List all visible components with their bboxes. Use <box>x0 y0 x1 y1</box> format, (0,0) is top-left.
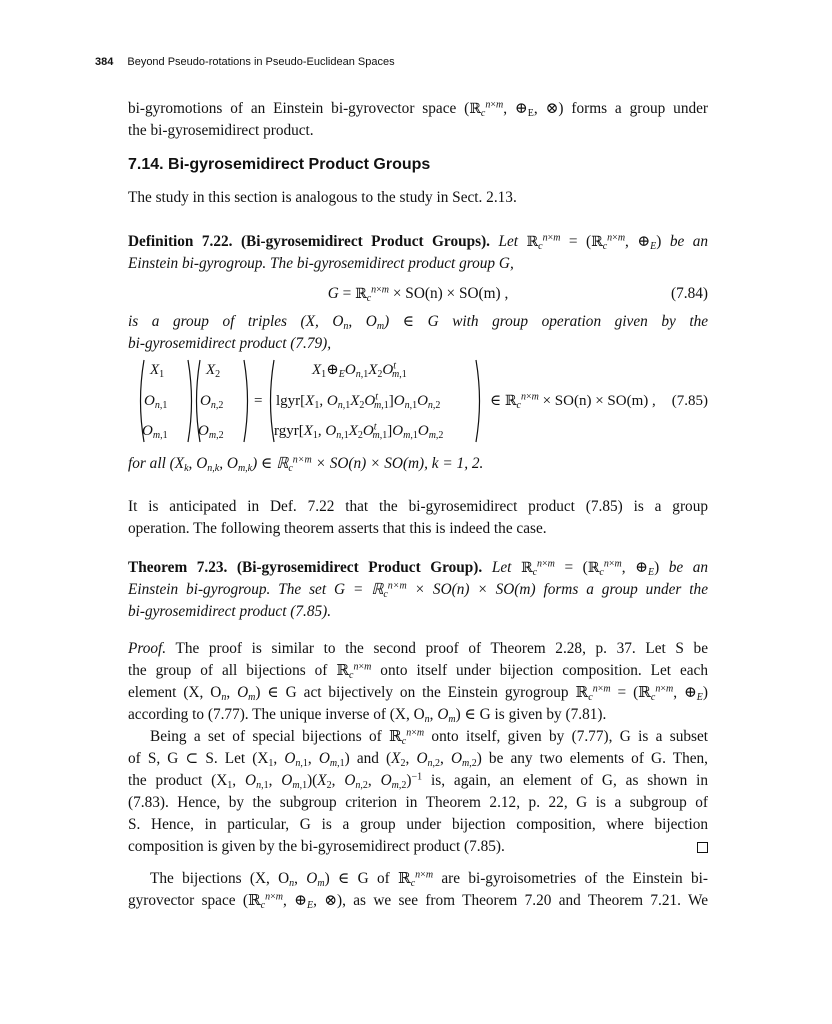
equation-7-84: G = ℝ$_c^{n\times m}$ × SO(n) × SO(m) , (7.84) <box>327 284 708 304</box>
proof: Proof. The proof is similar to the second proof of Theorem 2.28, p. 37. Let S be the group of all bijections of ℝ$_c^{n\times m}$ onto itself under bijection composition. Let each element (X, $O_n$, $O_m$) ∈ G act bijectively on the Einstein gyrogroup ℝ$_c^{n\times m}$ = (ℝ$_c^{n\times m}$, $\oplus_E$) according to (7.77). The unique inverse of (X, $O_n$, $O_m$) ∈ G is given by (7.81). Being a set of special bijections of ℝ$_c^{n\times m}$ onto itself, given by (7.77), G is a subset of S, G ⊂ S. Let ($X_1$, $O_{n,1}$, $O_{m,1}$) and ($X_2$, $O_{n,2}$, $O_{m,2}$) be any two elements of G. Then, the product ($X_1$, $O_{n,1}$, $O_{m,1})(X_2$, $O_{n,2}$, $O_{m,2})^{-1}$ is, again, an element of G, as shown in (7.83). Hence, by the subgroup criterion in Theorem 2.12, p. 22, G is a subgroup of S. Hence, in particular, G is a group under bijection composition, where bijection composition is given by the bi-gyrosemidirect product (7.85). <box>128 640 709 855</box>
section-number: 7.14. <box>128 156 164 173</box>
equation-7-85: $X_1$ $O_{n,1}$ $O_{m,1}$ $X_2$ $O_{n,2}$ $O_{m,2}$ = $X_1\oplus_EO_{n,1}X_2O^t_{m,1}$ $lgyr[X_1$, $O_{n,1}X_2O^t_{m,1}]O_{n,1}O_{n,2}$ $rgyr[X_1$, $O_{n,1}X_2O^t_{m,1}]O_{m,1}O_{m,2}$ ∈ ℝ$_c^{n\times m}$ × SO(n) × SO(m) , (7.85) <box>128 358 708 446</box>
running-head <box>95 56 395 68</box>
paragraph: It is anticipated in Def. 7.22 that the bi-gyrosemidirect product (7.85) is a group operation. The following theorem asserts that this is indeed the case. <box>128 498 708 537</box>
paragraph-continuation <box>128 98 708 142</box>
proof-label: Proof. <box>128 640 167 657</box>
qed-box <box>697 842 708 853</box>
paragraph: The bijections (X, $O_n$, $O_m$) ∈ G of ℝ$_c^{n\times m}$ are bi-gyroisometries of the Einstein bi- gyrovector space (ℝ$_c^{n\times m}$, $\oplus_E$, ⊗), as we see from Theorem 7.20 and Theorem 7.21. We <box>128 869 708 911</box>
text-line: the bi-gyrosemidirect product. <box>128 122 314 139</box>
intro-paragraph: The study in this section is analogous to the study in Sect. 2.13. <box>128 189 517 206</box>
section-title: Bi-gyrosemidirect Product Groups <box>168 156 431 173</box>
running-head-title: Beyond Pseudo-rotations in Pseudo-Euclidean Spaces <box>127 56 395 68</box>
forall-clause: for all ($X_k$, $O_{n,k}$, $O_{m,k}$) ∈ ℝ$_c^{n\times m}$ × SO(n) × SO(m), k = 1, 2. <box>128 454 484 474</box>
equation-number: (7.85) <box>671 393 708 409</box>
theorem-label: Theorem 7.23. (Bi-gyrosemidirect Product Group). <box>128 559 483 576</box>
text-line: bi-gyromotions of an Einstein bi-gyrovector space (ℝ$_c^{n\times m}$, $\oplus_E$, ⊗) forms a group under <box>128 99 709 119</box>
theorem-7-23: Theorem 7.23. (Bi-gyrosemidirect Product Group). Let ℝ$_c^{n\times m}$ = (ℝ$_c^{n\times m}$, $\oplus_E$) be an Einstein bi-gyrogroup. The set G = ℝ$_c^{n\times m}$ × SO(n) × SO(m) forms a group under the bi-gyrosemidirect product (7.85). <box>128 558 709 620</box>
page-number: 384 <box>95 56 114 68</box>
definition-label: Definition 7.22. (Bi-gyrosemidirect Product Groups). <box>128 233 490 250</box>
equation-number: (7.84) <box>671 285 708 302</box>
definition-7-22: Definition 7.22. (Bi-gyrosemidirect Product Groups). Let ℝ$_c^{n\times m}$ = (ℝ$_c^{n\times m}$, $\oplus_E$) be an Einstein bi-gyrogroup. The bi-gyrosemidirect product group G, <box>128 232 709 272</box>
definition-continued: is a group of triples (X, $O_n$, $O_m$) ∈ G with group operation given by the bi-gyrosemidirect product (7.79), <box>128 313 709 352</box>
section-heading <box>128 156 430 174</box>
